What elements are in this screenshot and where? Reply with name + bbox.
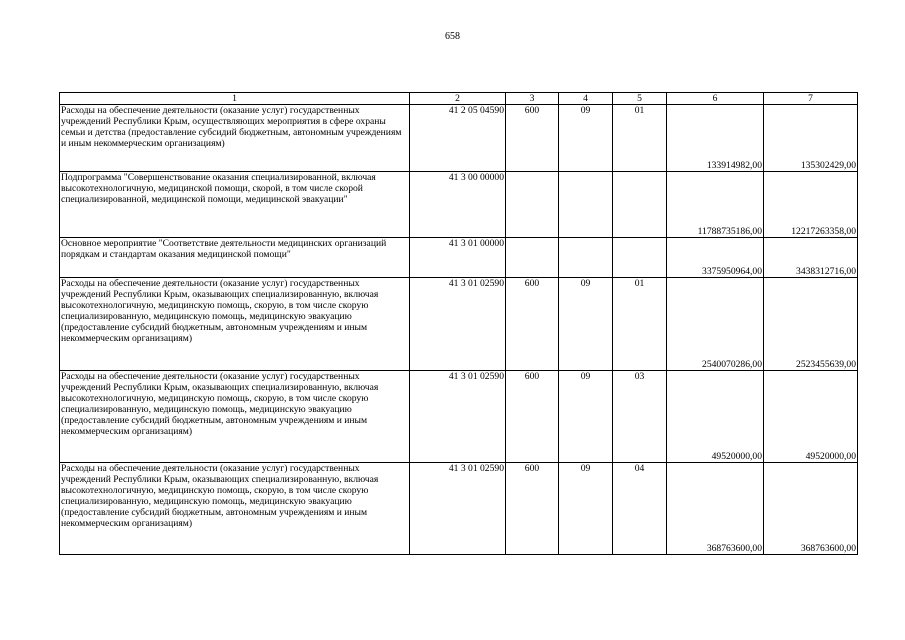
row-col6: 49520000,00: [667, 371, 764, 463]
row-col6: 11788735186,00: [667, 172, 764, 238]
row-col6: 2540070286,00: [667, 278, 764, 371]
row-code: 41 3 01 02590: [410, 278, 506, 371]
row-col4: 09: [559, 463, 613, 555]
row-col5: 01: [613, 105, 667, 172]
row-col6: 368763600,00: [667, 463, 764, 555]
row-code: 41 3 01 00000: [410, 238, 506, 278]
row-name: Расходы на обеспечение деятельности (оказание услуг) государственных учреждений Республики Крым, оказывающих специализированную, включая высокотехнологичную, медицинскую помощь, скорую, в том числе скорую специализированную, медицинскую помощь, медицинскую эвакуацию (предоставление субсидий бюджетным, автономным учреждениям и иным некоммерческим организациям): [60, 278, 410, 371]
row-col5: 03: [613, 371, 667, 463]
row-col4: 09: [559, 371, 613, 463]
row-name: Основное мероприятие "Соответствие деятельности медицинских организаций порядкам и стандартам оказания медицинской помощи": [60, 238, 410, 278]
column-header-1: 1: [60, 93, 410, 105]
column-header-5: 5: [613, 93, 667, 105]
row-col3: 600: [506, 105, 559, 172]
column-header-7: 7: [764, 93, 858, 105]
column-header-3: 3: [506, 93, 559, 105]
row-col3: 600: [506, 371, 559, 463]
table-row: [60, 278, 858, 371]
row-col4: [559, 238, 613, 278]
page-number: 658: [445, 31, 460, 42]
row-col4: [559, 172, 613, 238]
row-col4: 09: [559, 105, 613, 172]
row-code: 41 3 01 02590: [410, 371, 506, 463]
column-header-2: 2: [410, 93, 506, 105]
row-name: Расходы на обеспечение деятельности (оказание услуг) государственных учреждений Республики Крым, оказывающих специализированную, включая высокотехнологичную, медицинскую помощь, скорую, в том числе скорую специализированную, медицинскую помощь, медицинскую эвакуацию (предоставление субсидий бюджетным, автономным учреждениям и иным некоммерческим организациям): [60, 371, 410, 463]
row-col7: 135302429,00: [764, 105, 858, 172]
row-col7: 49520000,00: [764, 371, 858, 463]
row-name: Расходы на обеспечение деятельности (оказание услуг) государственных учреждений Республики Крым, оказывающих специализированную, включая высокотехнологичную, медицинскую помощь, скорую, в том числе скорую специализированную, медицинскую помощь, медицинскую эвакуацию (предоставление субсидий бюджетным, автономным учреждениям и иным некоммерческим организациям): [60, 463, 410, 555]
table-header-row: [60, 93, 858, 105]
row-code: 41 2 05 04590: [410, 105, 506, 172]
row-col3: 600: [506, 463, 559, 555]
table-row: [60, 463, 858, 555]
row-col3: [506, 172, 559, 238]
row-col5: [613, 238, 667, 278]
table-row: [60, 172, 858, 238]
row-col5: 01: [613, 278, 667, 371]
table-row: [60, 238, 858, 278]
table-row: [60, 371, 858, 463]
row-col5: 04: [613, 463, 667, 555]
column-header-6: 6: [667, 93, 764, 105]
column-header-4: 4: [559, 93, 613, 105]
table-row: [60, 105, 858, 172]
row-col6: 3375950964,00: [667, 238, 764, 278]
row-code: 41 3 01 02590: [410, 463, 506, 555]
row-name: Подпрограмма "Совершенствование оказания специализированной, включая высокотехнологичную, медицинской помощи, скорой, в том числе скорой специализированной, медицинской помощи, медицинской эвакуации": [60, 172, 410, 238]
row-name: Расходы на обеспечение деятельности (оказание услуг) государственных учреждений Республики Крым, осуществляющих мероприятия в сфере охраны семьи и детства (предоставление субсидий бюджетным, автономным учреждениям и иным некоммерческим организациям): [60, 105, 410, 172]
row-col5: [613, 172, 667, 238]
row-col3: 600: [506, 278, 559, 371]
row-col7: 12217263358,00: [764, 172, 858, 238]
row-col3: [506, 238, 559, 278]
row-code: 41 3 00 00000: [410, 172, 506, 238]
row-col7: 368763600,00: [764, 463, 858, 555]
row-col7: 2523455639,00: [764, 278, 858, 371]
row-col7: 3438312716,00: [764, 238, 858, 278]
budget-table: [59, 92, 858, 555]
row-col6: 133914982,00: [667, 105, 764, 172]
row-col4: 09: [559, 278, 613, 371]
